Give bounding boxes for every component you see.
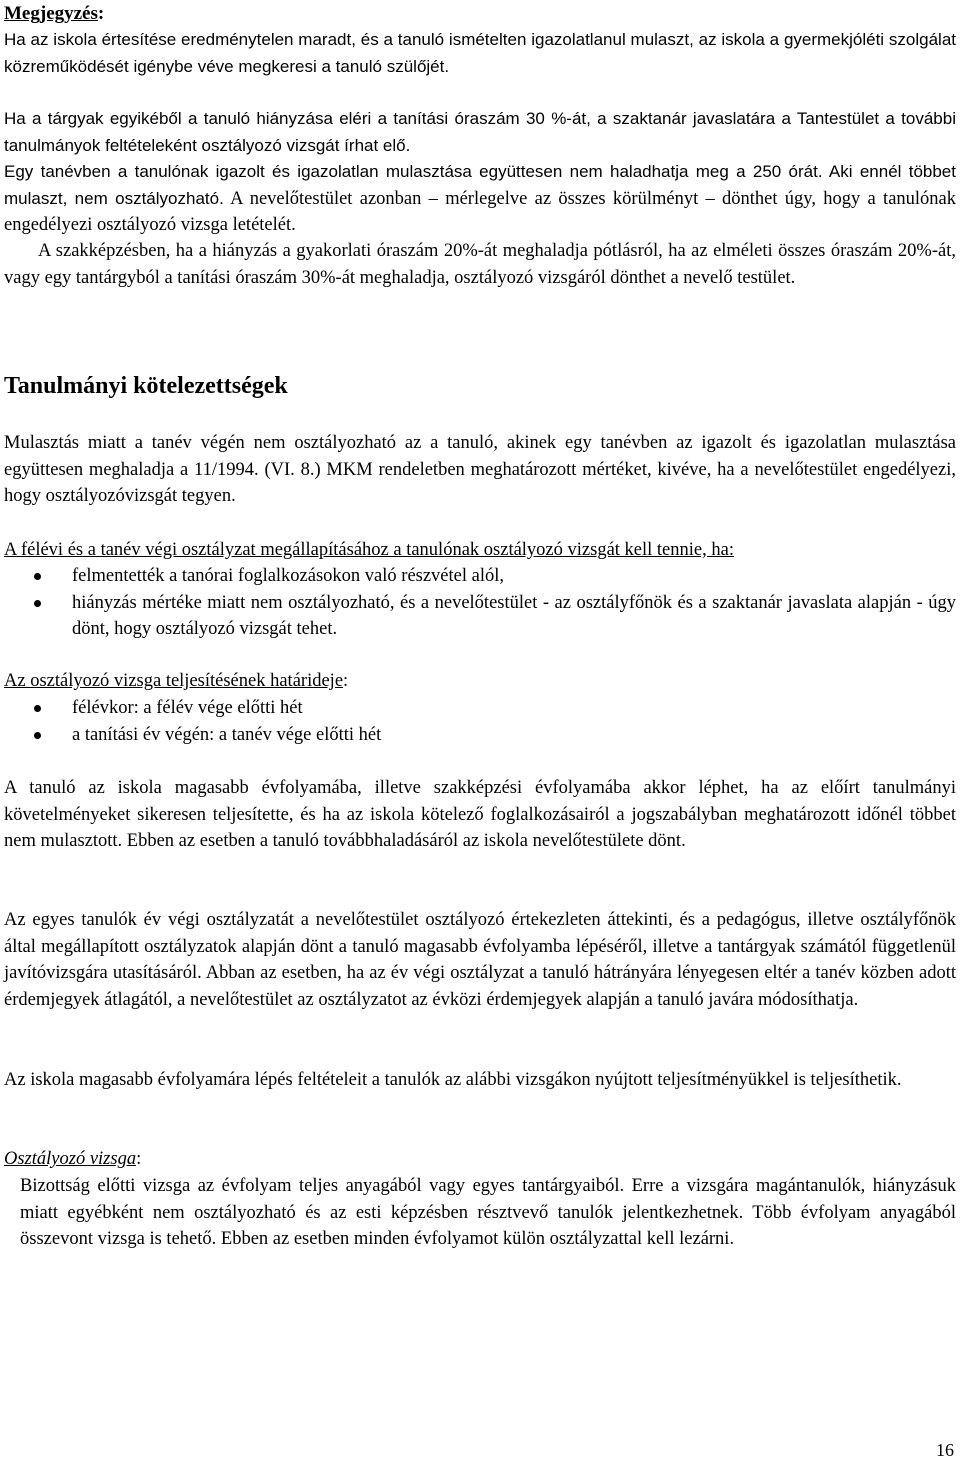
note-heading-label: Megjegyzés — [4, 3, 98, 24]
list2 — [4, 695, 956, 748]
section-title: Tanulmányi kötelezettségek — [4, 373, 288, 399]
note-paragraph-2: Ha a tárgyak egyikéből a tanuló hiányzása eléri a tanítási óraszám 30 %-át, a szaktanár javaslatára a Tantestület a további tanulmányok feltételeként osztályozó vizsgát írhat elő. — [4, 109, 956, 155]
note-heading: Megjegyzés: — [4, 3, 105, 24]
list-item: hiányzás mértéke miatt nem osztályozható, és a nevelőtestület - az osztályfőnök és a szaktanár javaslata alapján - úgy dönt, hogy osztályozó vizsgát tehet. — [4, 590, 956, 643]
list1-heading: A félévi és a tanév végi osztályzat megállapításához a tanulónak osztályozó vizsgát kell tennie, ha: — [4, 540, 734, 560]
note-paragraph-3: Egy tanévben a tanulónak igazolt és igazolatlan mulasztása együttesen nem haladhatja meg a 250 órát. Aki ennél többet mulaszt, nem osztályozható. A nevelőtestület azonban – mérlegelve az összes körülményt – dönthet úgy, hogy a tanulónak engedélyezi osztályozó vizsga letételét. — [4, 162, 957, 235]
page-number: 16 — [936, 1440, 954, 1460]
list-item: félévkor: a félév vége előtti hét — [4, 695, 956, 722]
section-paragraph-1: Mulasztás miatt a tanév végén nem osztályozható az a tanuló, akinek egy tanévben az igazolt és igazolatlan mulasztása együttesen meghaladja a 11/1994. (VI. 8.) MKM rendeletben meghatározott mértéket, kivéve, ha a nevelőtestület engedélyezi, hogy osztályozóvizsgát tegyen. — [4, 433, 956, 506]
list-item: a tanítási év végén: a tanév vége előtti hét — [4, 722, 956, 749]
list1 — [4, 563, 956, 643]
section-paragraph-4: Az iskola magasabb évfolyamára lépés feltételeit a tanulók az alábbi vizsgákon nyújtott teljesítményükkel is teljesíthetik. — [4, 1070, 902, 1090]
note-paragraph-1: Ha az iskola értesítése eredménytelen maradt, és a tanuló ismételten igazolatlanul mulaszt, az iskola a gyermekjóléti szolgálat közreműködését igénybe véve megkeresi a tanuló szülőjét. — [4, 30, 956, 76]
section-paragraph-2: A tanuló az iskola magasabb évfolyamába, illetve szakképzési évfolyamába akkor léphet, ha az előírt tanulmányi követelményeket sikeresen teljesítette, és ha az iskola kötelező foglalkozásairól a jogszabályban meghatározott időnél többet nem mulasztott. Ebben az esetben a tanuló továbbhaladásáról az iskola nevelőtestülete dönt. — [4, 778, 956, 851]
exam-description: Bizottság előtti vizsga az évfolyam teljes anyagából vagy egyes tantárgyaiból. Erre a vizsgára magántanulók, hiányzásuk miatt egyébként nem osztályozható és az esti képzésben résztvevő tanulók jelentkezhetnek. Több évfolyam anyagából összevont vizsga is tehető. Ebben az esetben minden évfolyamot külön osztályzattal kell lezárni. — [20, 1176, 956, 1249]
note-paragraph-4: A szakképzésben, ha a hiányzás a gyakorlati óraszám 20%-át meghaladja pótlásról, ha az elméleti összes óraszám 20%-át, vagy egy tantárgyból a tanítási óraszám 30%-át meghaladja, osztályozó vizsgáról dönthet a nevelő testület. — [4, 241, 956, 288]
section-paragraph-3: Az egyes tanulók év végi osztályzatát a nevelőtestület osztályozó értekezleten áttekinti, és a pedagógus, illetve osztályfőnök által megállapított osztályzatok alapján dönt a tanuló magasabb évfolyamba lépéséről, illetve a tantárgyak számától függetlenül javítóvizsgára utasításáról. Abban az esetben, ha az év végi osztályzat a tanuló hátrányára lényegesen eltér a tanév közben adott érdemjegyek átlagától, a nevelőtestület az osztályzatot az évközi érdemjegyek alapján a tanuló javára módosíthatja. — [4, 910, 956, 1010]
list2-heading: Az osztályozó vizsga teljesítésének határideje: — [4, 671, 349, 691]
list-item: felmentették a tanórai foglalkozásokon való részvétel alól, — [4, 563, 956, 590]
exam-heading: Osztályozó vizsga: — [4, 1149, 142, 1169]
